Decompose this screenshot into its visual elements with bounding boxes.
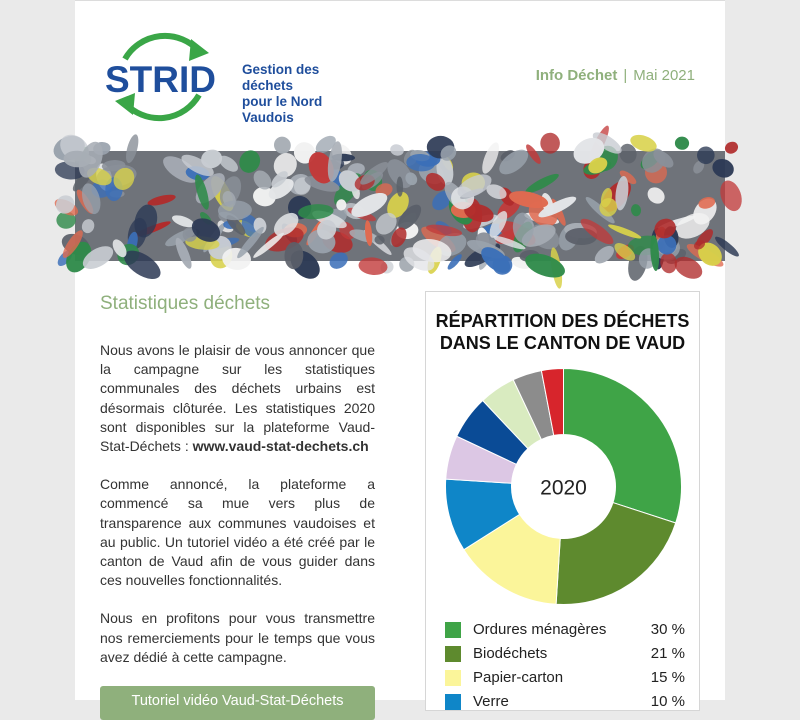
- stat-platform-link[interactable]: www.vaud-stat-dechets.ch: [192, 438, 369, 455]
- legend-label: Verre: [473, 693, 509, 710]
- strid-logo[interactable]: [103, 29, 353, 127]
- issue-name: Info Déchet: [535, 67, 618, 84]
- issue-date: Mai 2021: [633, 67, 695, 84]
- tutorial-video-button[interactable]: Tutoriel vidéo Vaud-Stat-Déchets: [100, 686, 375, 720]
- legend-item: [445, 667, 685, 691]
- article-column: [100, 293, 375, 720]
- donut-slice-0: [564, 369, 682, 523]
- legend-swatch: [445, 646, 461, 662]
- legend-label: Biodéchets: [473, 645, 548, 662]
- newsletter-header: [75, 1, 725, 151]
- newsletter-page: [75, 0, 725, 710]
- legend-item: [445, 619, 685, 643]
- article-paragraph-1: [100, 341, 375, 456]
- chart-legend: [445, 619, 685, 715]
- legend-value: 10 %: [650, 693, 685, 710]
- legend-value: 15 %: [650, 669, 685, 686]
- legend-label: Ordures ménagères: [473, 621, 607, 638]
- issue-separator: |: [623, 67, 628, 84]
- chart-title-line2: DANS LE CANTON DE VAUD: [439, 333, 686, 353]
- logo-tagline-line1: Gestion des déchets: [242, 62, 320, 93]
- legend-label: Papier-carton: [473, 669, 564, 686]
- legend-item: [445, 691, 685, 715]
- donut-slice-1: [556, 503, 676, 605]
- logo-tagline-line2: pour le Nord Vaudois: [242, 94, 323, 125]
- legend-item: [445, 643, 685, 667]
- legend-value: 21 %: [650, 645, 685, 662]
- legend-swatch: [445, 622, 461, 638]
- donut-center-label: 2020: [540, 476, 587, 500]
- chart-title-line1: RÉPARTITION DES DÉCHETS: [435, 311, 690, 331]
- article-paragraph-3: Nous en profitons pour vous transmettre nos remerciements pour le temps que vous avez dédié à cette campagne.: [100, 610, 375, 665]
- logo-wordmark: STRID: [105, 59, 216, 100]
- legend-value: 30 %: [650, 621, 685, 638]
- paragraph-1-text: Nous avons le plaisir de vous annoncer que la campagne sur les statistiques communales des déchets urbains est désormais clôturée. Les statistiques 2020 sont disponibles sur la plateforme Vaud-Stat-Déchets :: [100, 342, 375, 455]
- banner-image: [75, 151, 725, 261]
- legend-swatch: [445, 670, 461, 686]
- content-area: [75, 261, 725, 710]
- logo-tagline: [242, 62, 353, 126]
- legend-swatch: [445, 694, 461, 710]
- crushed-cans-photo: [75, 151, 725, 261]
- article-title: Statistiques déchets: [100, 293, 271, 314]
- issue-info: [536, 67, 695, 84]
- waste-donut-chart: [441, 364, 686, 609]
- article-paragraph-2: Comme annoncé, la plateforme a commencé sa mue vers plus de transparence aux communes vaudoises et au public. Un tutoriel vidéo a été créé par le canton de Vaud afin de vous guider dans ces nouvelles fonctionnalités.: [100, 476, 375, 589]
- waste-chart-card: [425, 291, 700, 711]
- chart-title: [426, 310, 699, 354]
